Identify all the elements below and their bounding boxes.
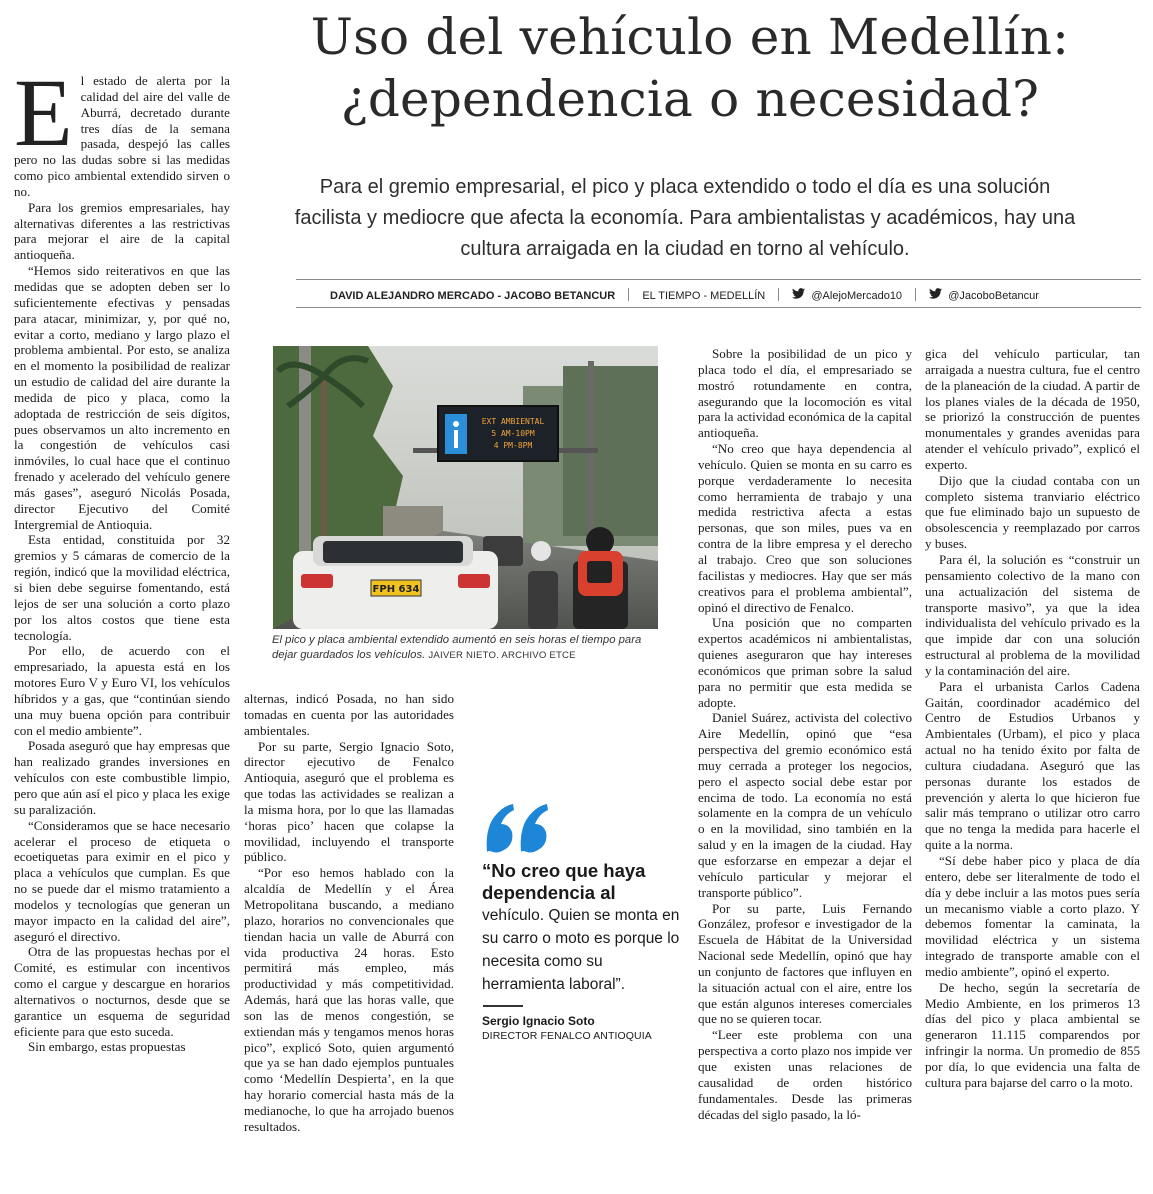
paragraph: Para el urbanista Carlos Cadena Gaitán, coordinador académico del Centro de Estudios Urbanos y Ambientales (Urbam), el pico y placa actual no ha tenido éxito por falta de cultura ciudadana. Aseguró que las personas durante los estados de prevención y alerta lo que hicieron fue salir más temprano o utilizar otro carro que no tenga la medida para hacerle el quite a la norma. xyxy=(925,678,1140,853)
paragraph: “Sí debe haber pico y placa de día entero, debe ser literalmente de todo el día y debe incluir a las motos pues sería un mecanismo viable a corto plazo. Y debemos fomentar la caminata, la movilidad eléctrica y un sistema integrado de transporte amable con el medio ambiente”, opinó el experto. xyxy=(925,853,1140,979)
paragraph: alternas, indicó Posada, no han sido tomadas en cuenta por las autoridades ambientales. xyxy=(244,691,454,738)
paragraph: “Consideramos que se hace necesario acelerar el proceso de etiqueta o ecoetiquetas para eximir en el pico y placa a vehículos que cumplan. Es que no se puede dar el mismo tratamiento a modelos y tecnologías que generan un mayor impacto en la calidad del aire”, aseguró el directivo. xyxy=(14,817,230,944)
byline-divider xyxy=(628,288,629,301)
pull-quote-author-role: DIRECTOR FENALCO ANTIOQUIA xyxy=(482,1030,652,1042)
pull-quote-author: Sergio Ignacio Soto xyxy=(482,1014,595,1028)
traffic-photo-illustration xyxy=(273,346,658,629)
paragraph: “Hemos sido reiterativos en que las medidas que se adopten deben ser lo suficientemente efectivas y pensadas para atacar, minimizar, y, por qué no, evitar a corto, mediano y largo plazo el problema ambiental. Por esto, se analiza en el momento la posibilidad de realizar un estudio de calidad del aire durante la medida de pico y placa, como la adoptada de restricción de seis dígitos, pues observamos un alto incremento en la congestión de vehículos casi inmóviles, lo cual hace que el continuo frenado y acelerado del vehículo genere más gases”, aseguró Nicolás Posada, director Ejecutivo del Comité Intergremial de Antioquia. xyxy=(14,263,230,532)
drop-cap: E xyxy=(14,59,73,166)
article-column-3 xyxy=(698,346,912,1122)
subheadline: Para el gremio empresarial, el pico y placa extendido o todo el día es una solución facilista y mediocre que afecta la economía. Para ambientalistas y académicos, hay una cultura arraigada en la ciudad en torno al vehículo. xyxy=(294,176,1076,260)
paragraph: Para los gremios empresariales, hay alternativas diferentes a las restrictivas para mejorar el aire de la capital antioqueña. xyxy=(14,199,230,263)
article-column-4 xyxy=(925,346,1140,1091)
paragraph: Daniel Suárez, activista del colectivo Aire Medellín, opinó que “esa perspectiva del gremio económico está muy cerrada a proteger los negocios, pero el aspecto social debe estar por encima de todo. La economía no está solamente en la compra de un vehículo o en la movilidad, sino también en la salud y en la imagen de la ciudad. Hay que esforzarse en empezar a dejar el vehículo particular y mejorar el transporte público”. xyxy=(698,710,912,900)
byline-twitter-1[interactable]: @AlejoMercado10 xyxy=(811,290,903,302)
svg-text:5 AM-10PM: 5 AM-10PM xyxy=(491,429,535,438)
svg-text:4 PM-8PM: 4 PM-8PM xyxy=(493,441,533,450)
paragraph: Otra de las propuestas hechas por el Comité, es estimular con incentivos como el cargue y descargue en horarios alternativos o nocturnos, desde que se garantice un esquema de seguridad eficiente para que esto suceda. xyxy=(14,944,230,1039)
svg-text:FPH 634: FPH 634 xyxy=(372,584,420,595)
pull-quote xyxy=(482,860,687,996)
paragraph: gica del vehículo particular, tan arraigada a nuestra cultura, fue el centro de la planeación de la ciudad. A partir de los planes viales de la década de 1950, se priorizó la construcción de puentes monumentales y grandes avenidas para atender el vehículo privado”, explicó el experto. xyxy=(925,346,1140,472)
quote-mark-icon xyxy=(483,800,553,860)
article-column-1 xyxy=(14,59,230,1055)
paragraph: Dijo que la ciudad contaba con un completo sistema tranviario eléctrico que fue eliminado bajo un supuesto de obsolescencia y reemplazado por carros y buses. xyxy=(925,472,1140,552)
paragraph: Esta entidad, constituida por 32 gremios y 5 cámaras de comercio de la región, indicó que la movilidad eléctrica, si bien debe seguirse fomentando, está lejos de ser una solución a corto plazo por los altos costos que tiene esta tecnología. xyxy=(14,532,230,643)
paragraph: Una posición que no comparten expertos académicos ni ambientalistas, quienes aseguraron que hay intereses económicos que priman sobre la salud para no permitir que esta medida se adopte. xyxy=(698,615,912,710)
headline-line-2: ¿dependencia o necesidad? xyxy=(340,70,1040,128)
paragraph: Por su parte, Sergio Ignacio Soto, director ejecutivo de Fenalco Antioquia, aseguró que el problema es que todas las actividades se realizan a la misma hora, por lo que las llamadas ‘horas pico’ hacen que colapse la movilidad, incluyendo el transporte público. xyxy=(244,738,454,865)
article-column-2 xyxy=(244,691,454,1135)
pull-quote-rule xyxy=(483,1005,523,1007)
photo-credit: JAIVER NIETO. ARCHIVO ETCE xyxy=(428,650,576,661)
paragraph: Sobre la posibilidad de un pico y placa todo el día, el empresariado se mostró rotundamente en contra, asegurando que la locomoción es vital para la actividad económica de la capital antioqueña. xyxy=(698,346,912,441)
pull-quote-text: vehículo. Quien se monta en su carro o moto es porque lo necesita como su herramienta laboral”. xyxy=(482,907,680,993)
caption-text: El pico y placa ambiental extendido aumentó en seis horas el tiempo para dejar guardados los vehículos. xyxy=(272,634,642,661)
headline xyxy=(240,6,1140,130)
paragraph: De hecho, según la secretaría de Medio Ambiente, en los primeros 13 días del pico y placa ambiental se generaron 11.115 comparendos por infringir la norma. Un promedio de 855 por día, lo que evidencia una falta de cultura para bajarse del carro o la moto. xyxy=(925,979,1140,1090)
byline-divider xyxy=(778,288,779,301)
byline xyxy=(330,286,1135,304)
paragraph: “Leer este problema con una perspectiva a corto plazo nos impide ver que existen unas relaciones de causalidad de orden histórico fundamentales. Desde las primeras décadas del siglo pasado, la ló- xyxy=(698,1027,912,1122)
paragraph: Por su parte, Luis Fernando González, profesor e investigador de la Escuela de Hábitat de la Universidad Nacional sede Medellín, opinó que hay un conjunto de factores que influyen en la situación actual con el aire, entre los que están algunos intereses comerciales que no se quieren tocar. xyxy=(698,900,912,1027)
paragraph: Sin embargo, estas propuestas xyxy=(28,1039,186,1055)
twitter-icon xyxy=(792,286,805,304)
sign-text: EXT AMBIENTAL xyxy=(481,417,545,426)
byline-twitter-2[interactable]: @JacoboBetancur xyxy=(948,290,1039,302)
byline-rule-bottom xyxy=(296,307,1141,308)
paragraph: “No creo que haya dependencia al vehículo. Quien se monta en su carro es porque verdaderamente lo necesita como herramienta de trabajo y una medida restrictiva afecta a estas personas, que son miles, pues va en contra de la libre empresa y el derecho al trabajo. Creo que son soluciones facilistas y mediocres. Hay que ser más creativos para el problema ambiental”, opinó el directivo de Fenalco. xyxy=(698,441,912,615)
photo-caption xyxy=(272,633,662,663)
byline-authors: DAVID ALEJANDRO MERCADO - JACOBO BETANCUR xyxy=(330,290,616,302)
paragraph: “Por eso hemos hablado con la alcaldía de Medellín y el Área Metropolitana buscando, a mediano plazo, horarios no convencionales que tiendan hacia un valle de Aburrá con vida productiva 24 horas. Esto permitirá más empleo, más productividad y más competitividad. Además, hará que las horas valle, que son las de menos congestión, se extiendan más y tengamos menos horas pico”, explicó Soto, quien argumentó que ya se han dado ejemplos puntuales como ‘Medellín Despierta’, en la que hay horario comercial hasta más de la medianoche, lo que ha arrojado buenos resultados. xyxy=(244,865,454,1134)
byline-rule-top xyxy=(296,279,1141,280)
paragraph: l estado de alerta por la calidad del aire del valle de Aburrá, decretado durante tres días de la semana pasada, despejó las calles pero no las dudas sobre si las medidas como pico ambiental extendido sirven o no. xyxy=(14,73,230,199)
article-photo xyxy=(273,346,658,629)
twitter-icon xyxy=(929,286,942,304)
headline-line-1: Uso del vehículo en Medellín: xyxy=(310,8,1070,66)
paragraph: Para él, la solución es “construir un pensamiento colectivo de la mano con una actualización del sistema de transporte masivo”, ya que la idea individualista del vehículo privado es la que impide dar con una solución estructural al problema de la movilidad y la contaminación del aire. xyxy=(925,551,1140,678)
byline-outlet: EL TIEMPO - MEDELLÍN xyxy=(642,290,766,302)
pull-quote-lead: “No creo que haya dependencia al xyxy=(482,860,646,903)
paragraph: Por ello, de acuerdo con el empresariado, la apuesta está en los motores Euro V y Euro VI, los vehículos híbridos y a gas, que “continúan siendo una muy buena opción para contribuir con el medio ambiente”. xyxy=(14,643,230,738)
paragraph: Posada aseguró que hay empresas que han realizado grandes inversiones en vehículos con este combustible limpio, pero que aún así el pico y placa les exige su paralización. xyxy=(14,738,230,817)
byline-divider xyxy=(915,288,916,301)
